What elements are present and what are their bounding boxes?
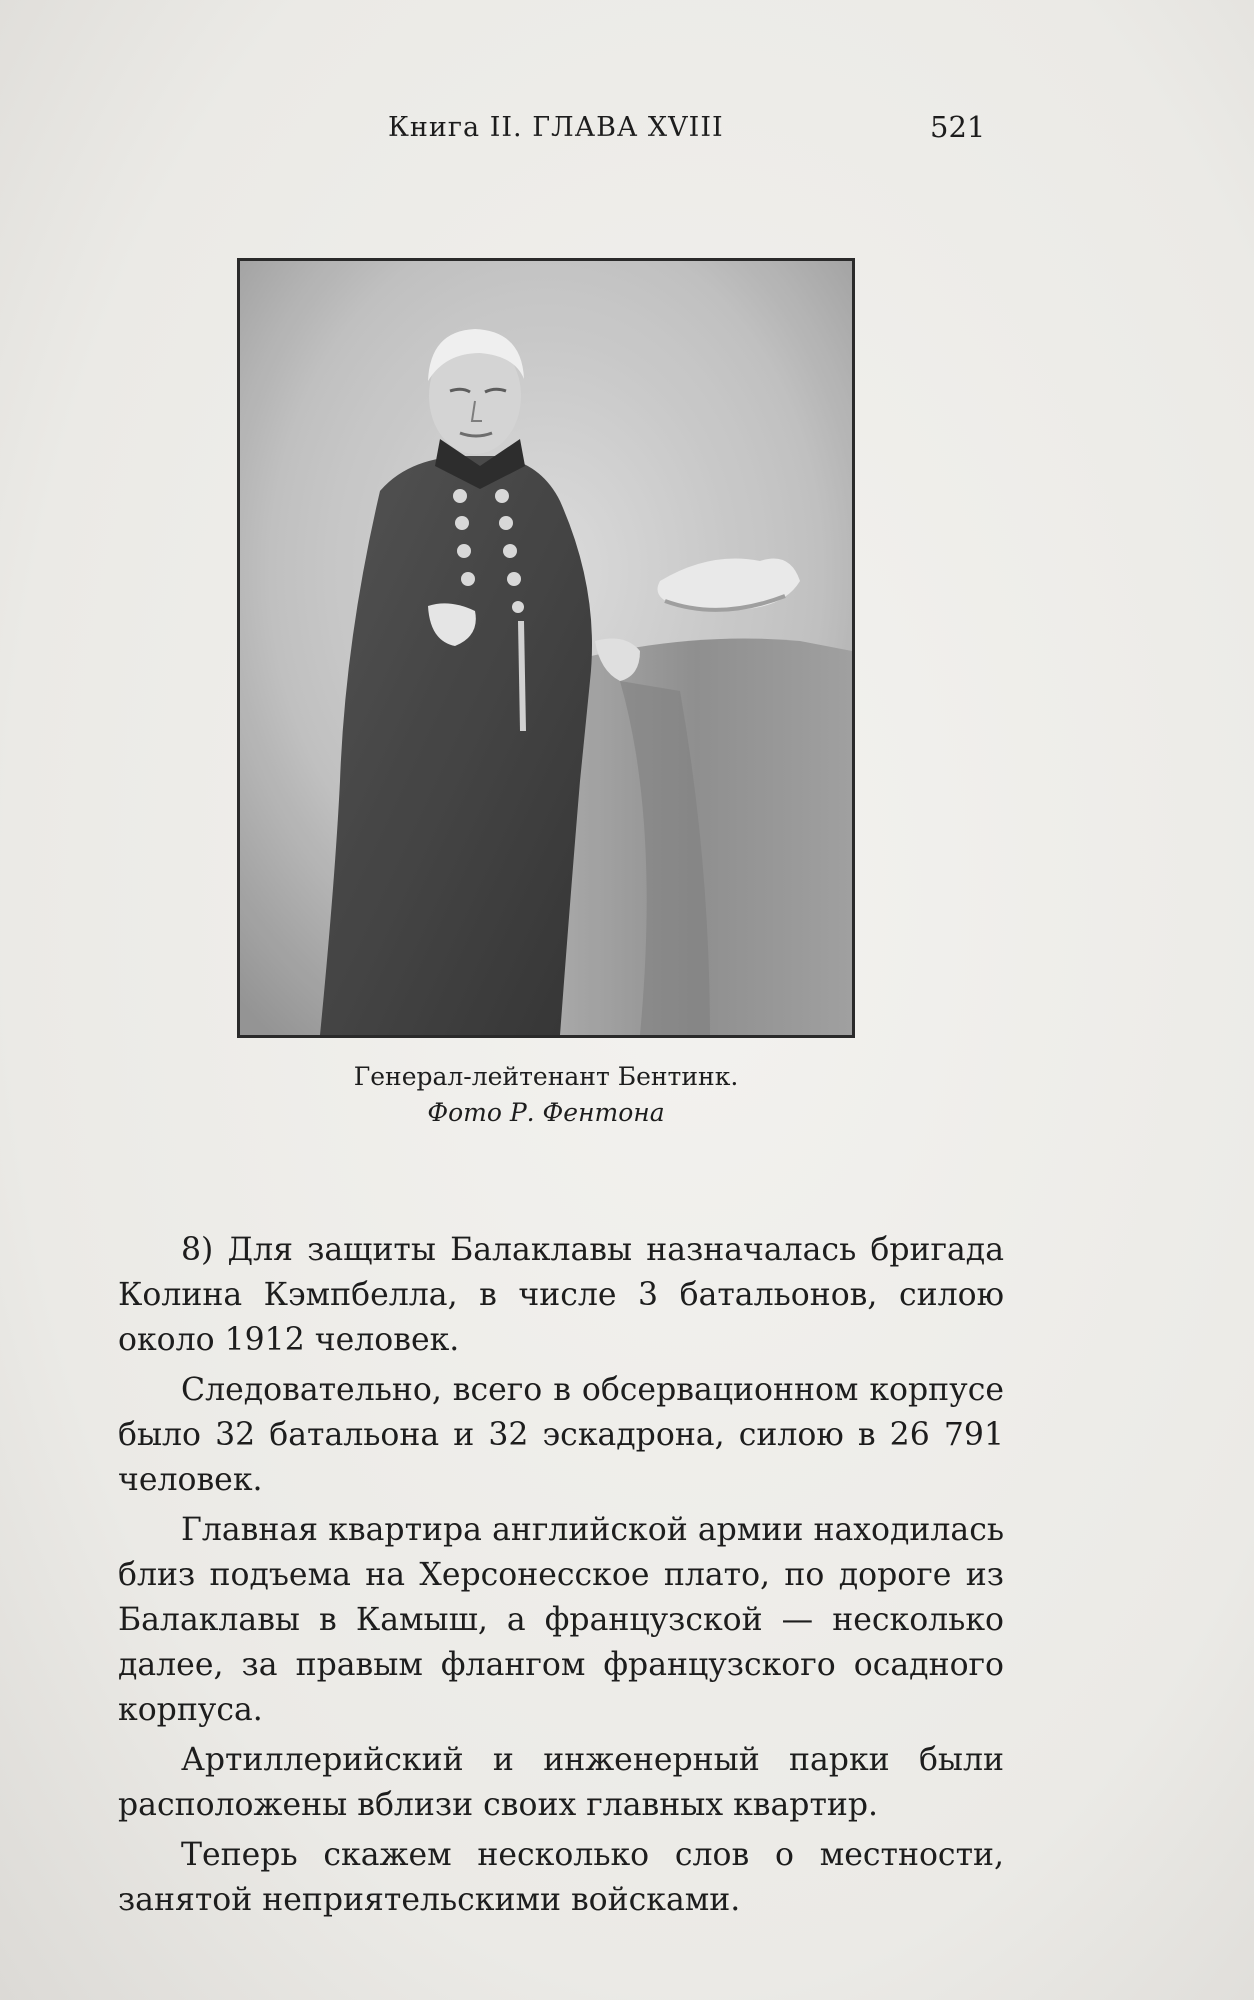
figure-caption: Генерал-лейтенант Бентинк. <box>353 1062 739 1091</box>
figure-credit: Фото Р. Фентона <box>427 1098 665 1127</box>
portrait-illustration <box>240 261 852 1035</box>
paragraph: 8) Для защиты Балаклавы назначалась бригада Колина Кэмпбелла, в числе 3 батальонов, силою около 1912 человек. <box>118 1232 1004 1358</box>
paragraph: Главная квартира английской армии находилась близ подъема на Херсонесское плато, по дороге из Балаклавы в Камыш, а французской — несколько далее, за правым флангом французского осадного корпуса. <box>118 1512 1004 1728</box>
portrait-photo <box>237 258 855 1038</box>
paragraph: Следовательно, всего в обсервационном корпусе было 32 батальона и 32 эскадрона, силою в 26 791 человек. <box>118 1372 1004 1498</box>
paragraph: Теперь скажем несколько слов о местности, занятой неприятельскими войсками. <box>118 1837 1004 1918</box>
paragraph: Артиллерийский и инженерный парки были расположены вблизи своих главных квартир. <box>118 1742 1004 1823</box>
page-number: 521 <box>930 110 986 144</box>
running-head: Книга II. ГЛАВА XVIII <box>388 112 724 143</box>
body-text <box>118 1228 1004 1928</box>
